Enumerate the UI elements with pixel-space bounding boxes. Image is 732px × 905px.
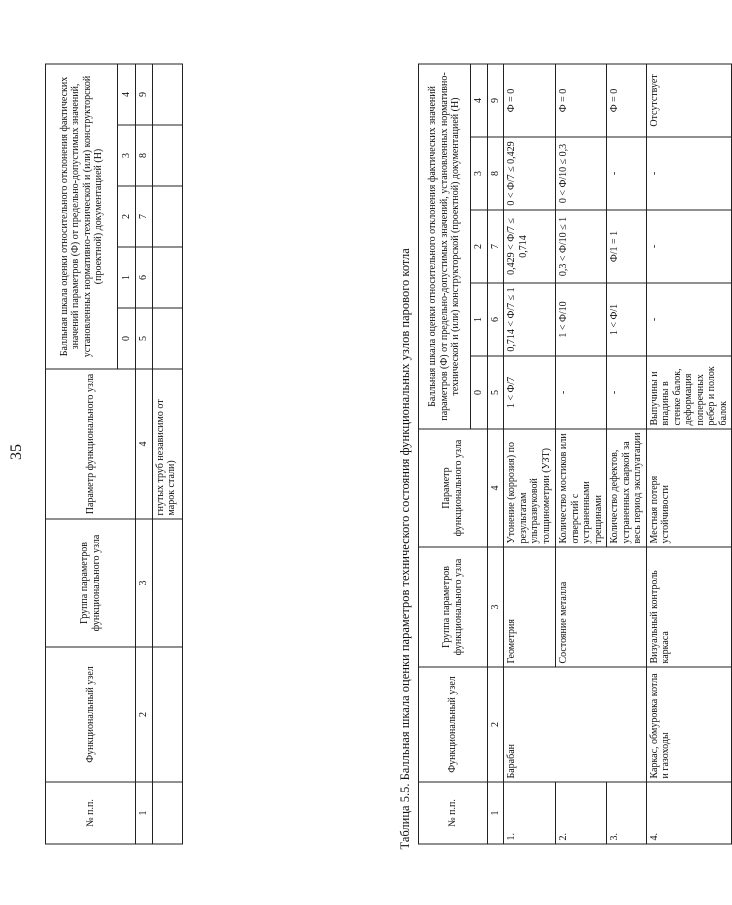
index-cell: 3 [487, 547, 504, 667]
cell-group: Состояние металла [556, 547, 647, 667]
cell-score [152, 247, 182, 308]
index-cell: 1 [487, 782, 504, 844]
boiler-scale-table [418, 63, 732, 844]
scale-point: 2 [118, 186, 136, 247]
header-scale: Балльная шкала оценки относительного отклонения фактических значений параметров (Ф) от предельно-допустимых значений, установленных нормативно-технической и (или) конструкторской (проектной) документацией (Н) [46, 64, 118, 369]
cell-score: - [646, 137, 732, 210]
index-cell: 4 [136, 369, 153, 519]
cell-score: 1 < Ф/7 [504, 356, 556, 429]
index-cell: 5 [136, 308, 153, 369]
cell-group [152, 519, 182, 647]
index-cell: 8 [136, 125, 153, 186]
cell-score: 0,429 < Ф/7 ≤ 0,714 [504, 210, 556, 283]
index-cell: 3 [136, 519, 153, 647]
header-param: Параметр функционального узла [419, 429, 488, 547]
cell-score [152, 125, 182, 186]
cell-node [152, 647, 182, 782]
cell-score: Ф = 0 [556, 64, 607, 137]
table-row [152, 64, 182, 844]
table-row [504, 64, 556, 844]
cell-node: Каркас, обмуровка котла и газоходы [646, 667, 732, 782]
header-node: Функциональный узел [419, 667, 488, 782]
cell-score: 1 < Ф/10 [556, 283, 607, 356]
cell-group: Геометрия [504, 547, 556, 667]
cell-score: 0 < Ф/10 ≤ 0,3 [556, 137, 607, 210]
scale-point: 4 [118, 64, 136, 125]
index-cell: 2 [136, 647, 153, 782]
cell-score: Ф = 0 [504, 64, 556, 137]
table-continuation [45, 63, 183, 844]
cell-score: - [556, 356, 607, 429]
cell-score: - [646, 283, 732, 356]
cell-score: 1 < Ф/1 [607, 283, 647, 356]
cell-score: 0 < Ф/7 ≤ 0,429 [504, 137, 556, 210]
page-number: 35 [8, 444, 25, 460]
index-cell: 4 [487, 429, 504, 547]
cell-score [152, 186, 182, 247]
header-no: № п.п. [46, 782, 136, 844]
cell-group: Визуальный контроль каркаса [646, 547, 732, 667]
scale-point: 0 [118, 308, 136, 369]
table-caption: Таблица 5.5. Балльная шкала оценки параметров технического состояния функциональных узлов парового котла [398, 248, 412, 850]
header-group: Группа параметров функционального узла [46, 519, 136, 647]
cell-no: 2. [556, 782, 607, 844]
cell-score: Отсутствует [646, 64, 732, 137]
index-cell: 6 [487, 283, 504, 356]
cell-param: Утонение (коррозия) по результатам ультразвуковой толщинометрии (УЗТ) [504, 429, 556, 547]
scale-point: 1 [471, 283, 488, 356]
table-row [646, 64, 732, 844]
cell-score [152, 64, 182, 125]
cell-score: Ф/1 = 1 [607, 210, 647, 283]
cell-score [152, 308, 182, 369]
cell-no [152, 782, 182, 844]
header-node: Функциональный узел [46, 647, 136, 782]
cell-score: 0,3 < Ф/10 ≤ 1 [556, 210, 607, 283]
index-cell: 2 [487, 667, 504, 782]
scale-point: 4 [471, 64, 488, 137]
cell-param: гнутых труб независимо от марок стали) [152, 369, 182, 519]
scale-point: 3 [118, 125, 136, 186]
cell-score: - [607, 356, 647, 429]
cell-score: Ф = 0 [607, 64, 647, 137]
cell-no: 4. [646, 782, 732, 844]
index-cell: 6 [136, 247, 153, 308]
scale-point: 0 [471, 356, 488, 429]
header-param: Параметр функционального узла [46, 369, 136, 519]
cell-node: Барабан [504, 667, 647, 782]
cell-score: Выпучины и впадины в стенке балок, деформация поперечных ребер и полок балок [646, 356, 732, 429]
cell-param: Количество мостиков или отверстий с устраненными трещинами [556, 429, 607, 547]
index-cell: 1 [136, 782, 153, 844]
index-cell: 9 [136, 64, 153, 125]
index-cell: 7 [136, 186, 153, 247]
cell-no: 1. [504, 782, 556, 844]
cell-no: 3. [607, 782, 647, 844]
cell-score: - [646, 210, 732, 283]
index-cell: 9 [487, 64, 504, 137]
cell-param: Количество дефектов, устраненных сваркой за весь период эксплуатации [607, 429, 647, 547]
index-cell: 5 [487, 356, 504, 429]
cell-score: 0,714 < Ф/7 ≤ 1 [504, 283, 556, 356]
header-group: Группа параметров функционального узла [419, 547, 488, 667]
scale-point: 3 [471, 137, 488, 210]
scale-point: 1 [118, 247, 136, 308]
cell-score: - [607, 137, 647, 210]
header-no: № п.п. [419, 782, 488, 844]
index-cell: 8 [487, 137, 504, 210]
header-scale: Балльная шкала оценки относительного отклонения фактических значений параметров (Ф) от предельно-допустимых значений, установленных нормативно-технической и (или) конструкторской (проектной) документацией (Н) [419, 64, 471, 429]
index-cell: 7 [487, 210, 504, 283]
scale-point: 2 [471, 210, 488, 283]
cell-param: Местная потеря устойчивости [646, 429, 732, 547]
